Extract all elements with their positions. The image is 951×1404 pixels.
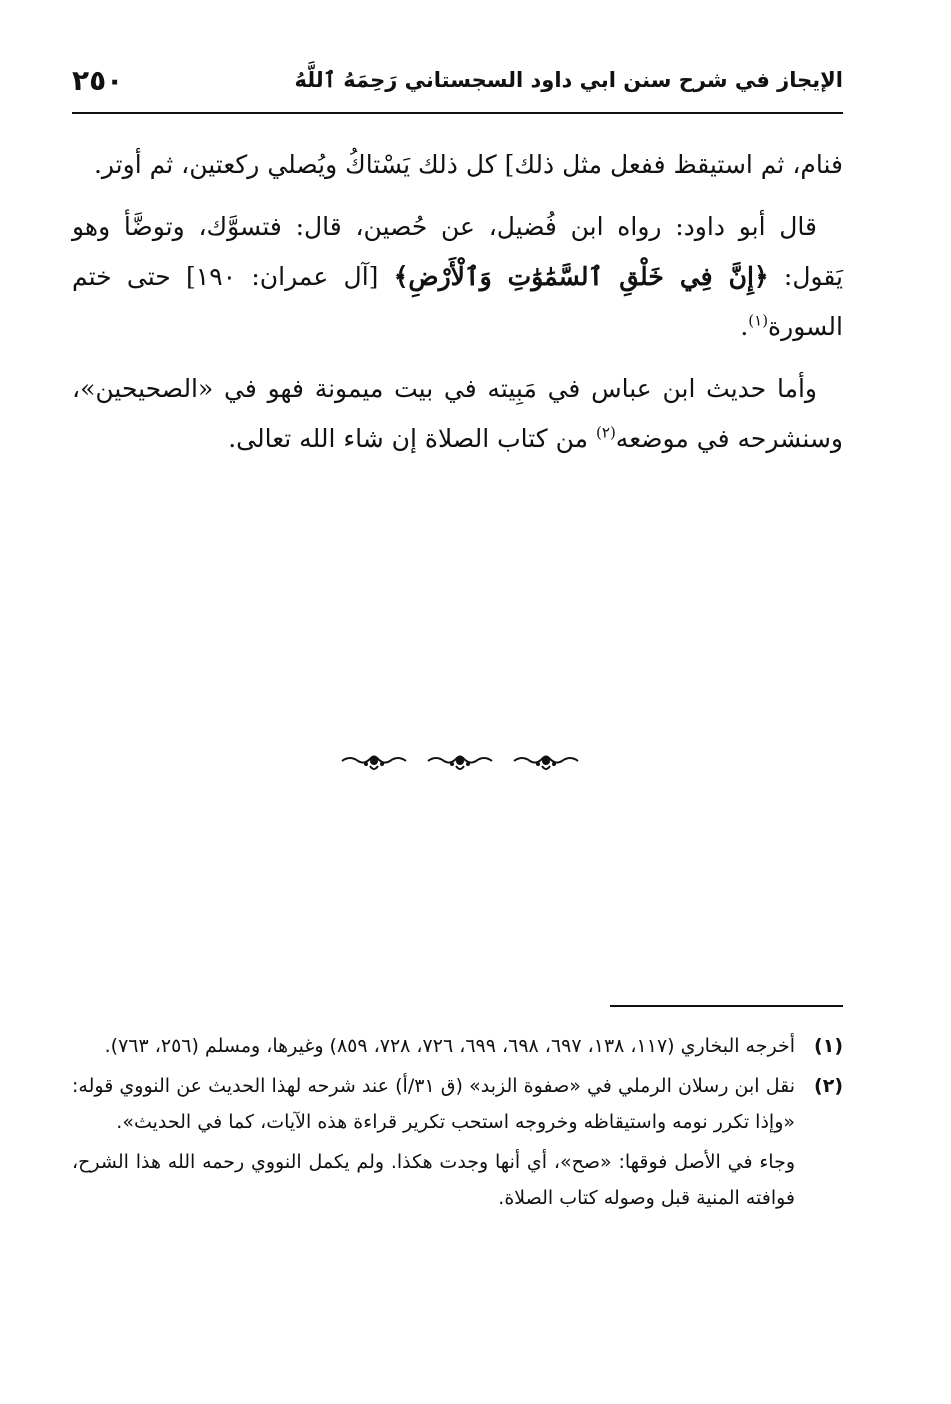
page-number: ٢٥٠ <box>72 63 124 97</box>
footnote-text: نقل ابن رسلان الرملي في «صفوة الزبد» (ق ٣١/أ) عند شرحه لهذا الحديث عن النووي قوله: «وإذا تكرر نومه واستيقاظه وخروجه استحب تكرير قراءة هذه الآيات، كما في الحديث». <box>72 1075 795 1133</box>
footnote-number: (٢) <box>814 1075 843 1097</box>
footnote-ref-2[interactable]: (٢) <box>596 423 616 442</box>
page-header <box>72 60 843 100</box>
running-title: الإيجاز في شرح سنن ابي داود السجستاني رَحِمَهُ ٱللَّهُ <box>294 68 843 92</box>
footnotes <box>72 1028 843 1216</box>
footnote-ref-1[interactable]: (١) <box>748 311 769 330</box>
paragraph-3: وأما حديث ابن عباس في مَبِيته في بيت ميمونة فهو في «الصحيحين»، وسنشرحه في موضعه$^{(٢)}$ من كتاب الصلاة إن شاء الله تعالى. <box>72 374 843 453</box>
floral-ornament-icon <box>426 750 494 772</box>
footnote-text: أخرجه البخاري (١١٧، ١٣٨، ٦٩٧، ٦٩٨، ٦٩٩، ٧٢٦، ٧٢٨، ٨٥٩) وغيرها، ومسلم (٢٥٦، ٧٦٣). <box>104 1035 795 1057</box>
footnote-2-continuation: وجاء في الأصل فوقها: «صح»، أي أنها وجدت هكذا. ولم يكمل النووي رحمه الله هذا الشرح، فوافته المنية قبل وصوله كتاب الصلاة. <box>72 1151 795 1209</box>
floral-ornament-icon <box>340 750 408 772</box>
quran-verse: ﴿إِنَّ فِي خَلْقِ ٱلسَّمَٰوَٰتِ وَٱلْأَرْضِ﴾ <box>393 262 769 291</box>
section-ornament <box>340 748 580 774</box>
paragraph-1: فنام، ثم استيقظ ففعل مثل ذلك] كل ذلك يَسْتاكُ ويُصلي ركعتين، ثم أوتر. <box>93 150 843 179</box>
footnote-separator <box>610 1005 843 1007</box>
footnote-number: (١) <box>814 1035 843 1057</box>
footnote-2 <box>72 1068 843 1140</box>
main-text <box>72 140 843 476</box>
footnote-1 <box>72 1028 843 1064</box>
floral-ornament-icon <box>512 750 580 772</box>
header-rule <box>72 112 843 114</box>
paragraph-2: قال أبو داود: رواه ابن فُضيل، عن حُصين، قال: فتسوَّك، وتوضَّأ وهو يَقول: ﴿إِنَّ فِي خَلْقِ ٱلسَّمَٰوَٰتِ وَٱلْأَرْضِ﴾ [آل عمران: ١٩٠] حتى ختم السورة$^{(١)}$. <box>72 212 844 341</box>
